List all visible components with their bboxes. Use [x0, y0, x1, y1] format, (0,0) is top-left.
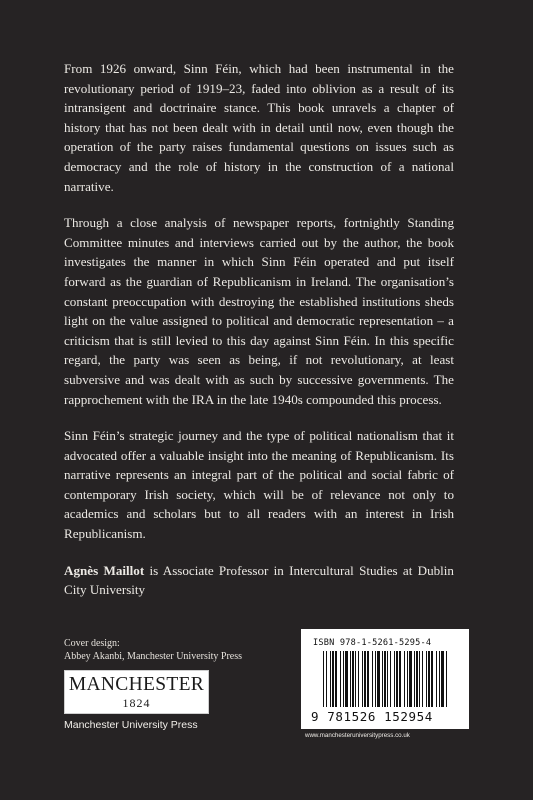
barcode-bar	[326, 651, 327, 707]
barcode-bar	[382, 651, 383, 707]
barcode-bar	[364, 651, 366, 707]
barcode-bar	[396, 651, 398, 707]
back-cover-blurb	[64, 59, 454, 617]
barcode-bar	[372, 651, 373, 707]
author-bio-text: is Associate Professor in Intercultural Studies at Dublin City University	[64, 562, 454, 598]
barcode-bar	[387, 651, 388, 707]
barcode-bar	[431, 651, 433, 707]
barcode-bar	[422, 651, 423, 707]
barcode-bar	[343, 651, 344, 707]
publisher-logo-word: MANCHESTER	[68, 674, 205, 695]
barcode-bar	[399, 651, 401, 707]
publisher-logo-year: 1824	[122, 696, 151, 710]
blurb-paragraph-1: From 1926 onward, Sinn Féin, which had been instrumental in the revolutionary period of 1919–23, faded into oblivion as a result of its intransigent and doctrinaire stance. This book unravels a chapter of history that has not been dealt with in detail until now, even though the operation of the party raises fundamental questions on issues such as democracy and the role of history in the construction of a national narrative.	[64, 61, 454, 194]
barcode-bar	[414, 651, 415, 707]
isbn-text: ISBN 978-1-5261-5295-4	[313, 638, 432, 648]
blurb-paragraph-2: Through a close analysis of newspaper reports, fortnightly Standing Committee minutes and interviews carried out by the author, the book investigates the manner in which Sinn Féin operated and put itself forward as the guardian of Republicanism in Ireland. The organisation’s constant preoccupation with destroying the established institutions sheds light on the value assigned to political and democratic representation – a criticism that is still levied to this day against Sinn Féin. In this specific regard, the party was seen as being, if not revolutionary, at least subversive and was dealt with as such by successive governments. The rapprochement with the IRA in the late 1940s compounded this process.	[64, 215, 454, 407]
barcode-bar	[323, 651, 324, 707]
barcode-bar	[352, 651, 354, 707]
author-bio	[64, 561, 454, 600]
barcode-bar	[441, 651, 444, 707]
publisher-name: Manchester University Press	[64, 719, 198, 731]
barcode-bar	[345, 651, 348, 707]
barcode-bar	[330, 651, 331, 707]
publisher-url: www.manchesteruniversitypress.co.uk	[305, 732, 410, 739]
barcode-bar	[350, 651, 351, 707]
barcode-bar	[355, 651, 356, 707]
barcode-bar	[407, 651, 408, 707]
barcode-bar	[335, 651, 337, 707]
cover-design-label: Cover design:	[64, 638, 120, 649]
barcode-bar	[377, 651, 380, 707]
blurb-paragraph-3: Sinn Féin’s strategic journey and the type of political nationalism that it advocated offer a valuable insight into the meaning of Republicanism. Its narrative represents an integral part of the political and social fabric of contemporary Irish society, which will be of relevance not only to academics and scholars but to all readers with an interest in Irish Republicanism.	[64, 428, 454, 542]
barcode-bar	[416, 651, 418, 707]
barcode-bar	[332, 651, 334, 707]
barcode-bar	[390, 651, 391, 707]
cover-design-credit	[64, 637, 242, 663]
barcode-bar	[426, 651, 427, 707]
barcode-bar	[394, 651, 395, 707]
barcode-panel	[301, 629, 469, 729]
barcode-bar	[409, 651, 412, 707]
publisher-logo	[64, 670, 209, 714]
barcode-bars	[321, 651, 451, 709]
barcode-bar	[404, 651, 405, 707]
barcode-bar	[439, 651, 440, 707]
barcode-bar	[436, 651, 437, 707]
barcode-bar	[419, 651, 420, 707]
barcode-bar	[358, 651, 359, 707]
author-name: Agnès Maillot	[64, 562, 145, 578]
barcode-bar	[362, 651, 363, 707]
barcode-bar	[384, 651, 386, 707]
barcode-bar	[446, 651, 447, 707]
barcode-bar	[428, 651, 430, 707]
barcode-bar	[340, 651, 341, 707]
barcode-bar	[367, 651, 369, 707]
cover-designer: Abbey Akanbi, Manchester University Press	[64, 651, 243, 662]
barcode-bar	[375, 651, 376, 707]
barcode-digits: 9 781526 152954	[311, 709, 433, 724]
